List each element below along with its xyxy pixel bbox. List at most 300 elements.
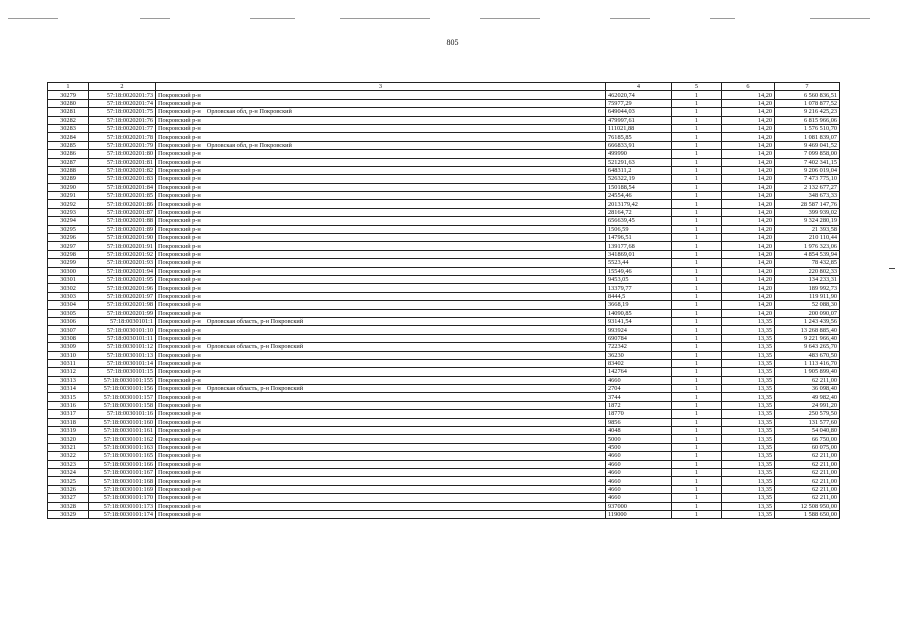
area-cell: 15549,46 bbox=[606, 267, 672, 275]
specific-value-cell: 14,20 bbox=[722, 91, 775, 99]
specific-value-cell: 13,35 bbox=[722, 510, 775, 518]
cadastral-value-cell: 6 560 836,51 bbox=[775, 91, 840, 99]
row-number-cell: 30293 bbox=[48, 208, 89, 216]
area-cell: 4660 bbox=[606, 485, 672, 493]
location-cell bbox=[156, 200, 606, 208]
district-text: Покровский р-н bbox=[158, 251, 201, 258]
specific-value-cell: 14,20 bbox=[722, 309, 775, 317]
specific-value-cell: 13,35 bbox=[722, 418, 775, 426]
location-cell bbox=[156, 267, 606, 275]
area-cell: 5523,44 bbox=[606, 259, 672, 267]
location-cell bbox=[156, 427, 606, 435]
location-cell bbox=[156, 485, 606, 493]
table-row bbox=[48, 477, 840, 485]
specific-value-cell: 14,20 bbox=[722, 242, 775, 250]
district-text: Покровский р-н bbox=[158, 158, 201, 166]
specific-value-cell: 14,20 bbox=[722, 150, 775, 158]
area-cell: 2013179,42 bbox=[606, 200, 672, 208]
specific-value-cell: 14,20 bbox=[722, 200, 775, 208]
specific-value-cell: 14,20 bbox=[722, 259, 775, 267]
cadastral-value-cell: 1 905 899,40 bbox=[775, 368, 840, 376]
location-cell bbox=[156, 376, 606, 384]
page-number: 805 bbox=[446, 38, 459, 47]
specific-value-cell: 13,35 bbox=[722, 460, 775, 468]
location-cell bbox=[156, 309, 606, 317]
table-row bbox=[48, 385, 840, 393]
specific-value-cell: 13,35 bbox=[722, 410, 775, 418]
district-text: Покровский р-н bbox=[158, 209, 201, 217]
location-cell bbox=[156, 443, 606, 451]
row-number-cell: 30314 bbox=[48, 385, 89, 393]
specific-value-cell: 13,35 bbox=[722, 343, 775, 351]
location-cell bbox=[156, 91, 606, 99]
cadastral-number-cell: 57:18:0020201:90 bbox=[89, 234, 156, 242]
count-cell: 1 bbox=[672, 133, 722, 141]
area-cell: 499990 bbox=[606, 150, 672, 158]
scan-artifact-line bbox=[250, 18, 295, 19]
count-cell: 1 bbox=[672, 250, 722, 258]
table-row bbox=[48, 234, 840, 242]
district-text: Покровский р-н bbox=[158, 502, 201, 510]
cadastral-number-cell: 57:18:0020201:79 bbox=[89, 141, 156, 149]
count-cell: 1 bbox=[672, 99, 722, 107]
count-cell: 1 bbox=[672, 208, 722, 216]
row-number-cell: 30300 bbox=[48, 267, 89, 275]
location-cell bbox=[156, 259, 606, 267]
area-cell: 4660 bbox=[606, 452, 672, 460]
location-cell bbox=[156, 317, 606, 325]
count-cell: 1 bbox=[672, 91, 722, 99]
cadastral-value-cell: 9 206 019,04 bbox=[775, 166, 840, 174]
area-cell: 521291,63 bbox=[606, 158, 672, 166]
cadastral-number-cell: 57:18:0030101:14 bbox=[89, 359, 156, 367]
cadastral-value-cell: 1 576 510,70 bbox=[775, 124, 840, 132]
cadastral-number-cell: 57:18:0030101:173 bbox=[89, 502, 156, 510]
cadastral-number-cell: 57:18:0020201:73 bbox=[89, 91, 156, 99]
district-text: Покровский р-н bbox=[158, 351, 201, 359]
count-cell: 1 bbox=[672, 477, 722, 485]
location-cell bbox=[156, 418, 606, 426]
district-text: Покровский р-н bbox=[158, 234, 201, 242]
cadastral-number-cell: 57:18:0030101:15 bbox=[89, 368, 156, 376]
cadastral-number-cell: 57:18:0020201:87 bbox=[89, 208, 156, 216]
area-cell: 24554,46 bbox=[606, 192, 672, 200]
count-cell: 1 bbox=[672, 460, 722, 468]
cadastral-number-cell: 57:18:0030101:11 bbox=[89, 334, 156, 342]
count-cell: 1 bbox=[672, 485, 722, 493]
cadastral-number-cell: 57:18:0020201:75 bbox=[89, 108, 156, 116]
row-number-cell: 30306 bbox=[48, 317, 89, 325]
cadastral-number-cell: 57:18:0020201:93 bbox=[89, 259, 156, 267]
cadastral-value-cell: 220 802,33 bbox=[775, 267, 840, 275]
district-text: Покровский р-н bbox=[158, 334, 201, 342]
table-row bbox=[48, 485, 840, 493]
area-cell: 4660 bbox=[606, 494, 672, 502]
row-number-cell: 30316 bbox=[48, 401, 89, 409]
row-number-cell: 30299 bbox=[48, 259, 89, 267]
scan-artifact-line bbox=[8, 18, 58, 19]
district-text: Покровский р-н bbox=[158, 267, 201, 275]
table-row bbox=[48, 116, 840, 124]
district-text: Покровский р-н bbox=[158, 427, 201, 435]
area-cell: 1506,59 bbox=[606, 225, 672, 233]
area-cell: 139177,68 bbox=[606, 242, 672, 250]
cadastral-value-cell: 52 088,30 bbox=[775, 301, 840, 309]
cadastral-value-cell: 66 750,00 bbox=[775, 435, 840, 443]
scan-artifact-line bbox=[710, 18, 735, 19]
cadastral-value-cell: 28 587 147,76 bbox=[775, 200, 840, 208]
row-number-cell: 30287 bbox=[48, 158, 89, 166]
specific-value-cell: 13,35 bbox=[722, 401, 775, 409]
row-number-cell: 30309 bbox=[48, 343, 89, 351]
cadastral-number-cell: 57:18:0020201:88 bbox=[89, 217, 156, 225]
district-text: Покровский р-н bbox=[158, 217, 201, 225]
location-cell bbox=[156, 326, 606, 334]
address-text: Орловская область, р-н Покровский bbox=[206, 385, 304, 393]
count-cell: 1 bbox=[672, 309, 722, 317]
cadastral-value-cell: 189 992,73 bbox=[775, 284, 840, 292]
count-cell: 1 bbox=[672, 192, 722, 200]
district-text: Покровский р-н bbox=[158, 385, 201, 393]
address-text: Орловская обл, р-н Покровский bbox=[206, 108, 292, 116]
cadastral-value-cell: 9 643 265,70 bbox=[775, 343, 840, 351]
specific-value-cell: 14,20 bbox=[722, 141, 775, 149]
row-number-cell: 30323 bbox=[48, 460, 89, 468]
district-text: Покровский р-н bbox=[158, 125, 201, 133]
district-text: Покровский р-н bbox=[158, 460, 201, 468]
location-cell bbox=[156, 141, 606, 149]
location-cell bbox=[156, 217, 606, 225]
specific-value-cell: 13,35 bbox=[722, 502, 775, 510]
table-row bbox=[48, 418, 840, 426]
table-row bbox=[48, 427, 840, 435]
cadastral-number-cell: 57:18:0020201:86 bbox=[89, 200, 156, 208]
row-number-cell: 30303 bbox=[48, 292, 89, 300]
row-number-cell: 30324 bbox=[48, 468, 89, 476]
specific-value-cell: 14,20 bbox=[722, 275, 775, 283]
count-cell: 1 bbox=[672, 334, 722, 342]
area-cell: 142764 bbox=[606, 368, 672, 376]
area-cell: 76185,85 bbox=[606, 133, 672, 141]
specific-value-cell: 13,35 bbox=[722, 427, 775, 435]
specific-value-cell: 13,35 bbox=[722, 435, 775, 443]
location-cell bbox=[156, 175, 606, 183]
cadastral-number-cell: 57:18:0030101:174 bbox=[89, 510, 156, 518]
cadastral-number-cell: 57:18:0020201:77 bbox=[89, 124, 156, 132]
count-cell: 1 bbox=[672, 234, 722, 242]
cadastral-number-cell: 57:18:0020201:91 bbox=[89, 242, 156, 250]
cadastral-value-cell: 200 090,07 bbox=[775, 309, 840, 317]
table-row bbox=[48, 259, 840, 267]
count-cell: 1 bbox=[672, 259, 722, 267]
area-cell: 648311,2 bbox=[606, 166, 672, 174]
location-cell bbox=[156, 410, 606, 418]
row-number-cell: 30281 bbox=[48, 108, 89, 116]
specific-value-cell: 14,20 bbox=[722, 108, 775, 116]
table-row bbox=[48, 166, 840, 174]
district-text: Покровский р-н bbox=[158, 259, 201, 267]
specific-value-cell: 13,35 bbox=[722, 368, 775, 376]
location-cell bbox=[156, 250, 606, 258]
area-cell: 4048 bbox=[606, 427, 672, 435]
scan-artifact-line bbox=[610, 18, 650, 19]
area-cell: 4660 bbox=[606, 460, 672, 468]
district-text: Покровский р-н bbox=[158, 91, 201, 99]
cadastral-value-cell: 348 673,33 bbox=[775, 192, 840, 200]
table-row bbox=[48, 250, 840, 258]
specific-value-cell: 14,20 bbox=[722, 133, 775, 141]
specific-value-cell: 13,35 bbox=[722, 334, 775, 342]
cadastral-value-cell: 1 081 839,07 bbox=[775, 133, 840, 141]
district-text: Покровский р-н bbox=[158, 343, 201, 351]
location-cell bbox=[156, 502, 606, 510]
cadastral-value-cell: 134 233,31 bbox=[775, 275, 840, 283]
area-cell: 690784 bbox=[606, 334, 672, 342]
cadastral-number-cell: 57:18:0030101:160 bbox=[89, 418, 156, 426]
district-text: Покровский р-н bbox=[158, 452, 201, 460]
cadastral-number-cell: 57:18:0020201:80 bbox=[89, 150, 156, 158]
table-row bbox=[48, 217, 840, 225]
location-cell bbox=[156, 510, 606, 518]
count-cell: 1 bbox=[672, 468, 722, 476]
table-row bbox=[48, 435, 840, 443]
location-cell bbox=[156, 284, 606, 292]
count-cell: 1 bbox=[672, 108, 722, 116]
table-row bbox=[48, 301, 840, 309]
area-cell: 649044,03 bbox=[606, 108, 672, 116]
location-cell bbox=[156, 368, 606, 376]
district-text: Покровский р-н bbox=[158, 242, 201, 250]
table-header-row bbox=[48, 83, 840, 91]
table-row bbox=[48, 242, 840, 250]
specific-value-cell: 13,35 bbox=[722, 326, 775, 334]
area-cell: 462020,74 bbox=[606, 91, 672, 99]
specific-value-cell: 14,20 bbox=[722, 208, 775, 216]
table-row bbox=[48, 158, 840, 166]
location-cell bbox=[156, 401, 606, 409]
area-cell: 119000 bbox=[606, 510, 672, 518]
cadastral-number-cell: 57:18:0030101:155 bbox=[89, 376, 156, 384]
count-cell: 1 bbox=[672, 435, 722, 443]
area-cell: 5000 bbox=[606, 435, 672, 443]
cadastral-value-cell: 2 132 677,27 bbox=[775, 183, 840, 191]
cadastral-number-cell: 57:18:0020201:96 bbox=[89, 284, 156, 292]
row-number-cell: 30301 bbox=[48, 275, 89, 283]
location-cell bbox=[156, 301, 606, 309]
district-text: Покровский р-н bbox=[158, 276, 201, 284]
cadastral-value-cell: 62 211,00 bbox=[775, 485, 840, 493]
table-row bbox=[48, 267, 840, 275]
cadastral-number-cell: 57:18:0020201:98 bbox=[89, 301, 156, 309]
location-cell bbox=[156, 225, 606, 233]
row-number-cell: 30283 bbox=[48, 124, 89, 132]
row-number-cell: 30302 bbox=[48, 284, 89, 292]
cadastral-value-cell: 62 211,00 bbox=[775, 494, 840, 502]
location-cell bbox=[156, 183, 606, 191]
column-header: 1 bbox=[48, 83, 89, 91]
row-number-cell: 30279 bbox=[48, 91, 89, 99]
table-row bbox=[48, 309, 840, 317]
district-text: Покровский р-н bbox=[158, 410, 201, 418]
cadastral-number-cell: 57:18:0030101:1 bbox=[89, 317, 156, 325]
area-cell: 4660 bbox=[606, 477, 672, 485]
row-number-cell: 30292 bbox=[48, 200, 89, 208]
area-cell: 9856 bbox=[606, 418, 672, 426]
area-cell: 2704 bbox=[606, 385, 672, 393]
row-number-cell: 30312 bbox=[48, 368, 89, 376]
row-number-cell: 30304 bbox=[48, 301, 89, 309]
district-text: Покровский р-н bbox=[158, 360, 201, 368]
district-text: Покровский р-н bbox=[158, 511, 201, 519]
row-number-cell: 30295 bbox=[48, 225, 89, 233]
table-row bbox=[48, 183, 840, 191]
count-cell: 1 bbox=[672, 427, 722, 435]
location-cell bbox=[156, 192, 606, 200]
row-number-cell: 30321 bbox=[48, 443, 89, 451]
cadastral-number-cell: 57:18:0020201:85 bbox=[89, 192, 156, 200]
column-header: 3 bbox=[156, 83, 606, 91]
specific-value-cell: 14,20 bbox=[722, 250, 775, 258]
cadastral-value-cell: 13 268 885,40 bbox=[775, 326, 840, 334]
count-cell: 1 bbox=[672, 150, 722, 158]
district-text: Покровский р-н bbox=[158, 418, 201, 426]
district-text: Покровский р-н bbox=[158, 469, 201, 477]
cadastral-value-cell: 250 579,50 bbox=[775, 410, 840, 418]
cadastral-number-cell: 57:18:0030101:161 bbox=[89, 427, 156, 435]
district-text: Покровский р-н bbox=[158, 326, 201, 334]
cadastral-value-cell: 1 243 439,56 bbox=[775, 317, 840, 325]
table-row bbox=[48, 175, 840, 183]
district-text: Покровский р-н bbox=[158, 99, 201, 107]
cadastral-number-cell: 57:18:0020201:78 bbox=[89, 133, 156, 141]
district-text: Покровский р-н bbox=[158, 402, 201, 410]
count-cell: 1 bbox=[672, 510, 722, 518]
cadastral-value-cell: 12 508 950,00 bbox=[775, 502, 840, 510]
column-header: 2 bbox=[89, 83, 156, 91]
table-row bbox=[48, 334, 840, 342]
cadastral-number-cell: 57:18:0030101:156 bbox=[89, 385, 156, 393]
table-row bbox=[48, 200, 840, 208]
cadastral-number-cell: 57:18:0030101:162 bbox=[89, 435, 156, 443]
cadastral-number-cell: 57:18:0020201:82 bbox=[89, 166, 156, 174]
count-cell: 1 bbox=[672, 443, 722, 451]
cadastral-value-cell: 1 976 323,06 bbox=[775, 242, 840, 250]
location-cell bbox=[156, 116, 606, 124]
row-number-cell: 30320 bbox=[48, 435, 89, 443]
cadastral-value-cell: 131 577,60 bbox=[775, 418, 840, 426]
cadastral-number-cell: 57:18:0030101:157 bbox=[89, 393, 156, 401]
row-number-cell: 30310 bbox=[48, 351, 89, 359]
column-header: 4 bbox=[606, 83, 672, 91]
cadastral-value-cell: 1 113 416,70 bbox=[775, 359, 840, 367]
district-text: Покровский р-н bbox=[158, 376, 201, 384]
specific-value-cell: 14,20 bbox=[722, 301, 775, 309]
district-text: Покровский р-н bbox=[158, 200, 201, 208]
specific-value-cell: 13,35 bbox=[722, 485, 775, 493]
table-row bbox=[48, 494, 840, 502]
area-cell: 13379,77 bbox=[606, 284, 672, 292]
area-cell: 526322,19 bbox=[606, 175, 672, 183]
table-row bbox=[48, 351, 840, 359]
area-cell: 75977,29 bbox=[606, 99, 672, 107]
cadastral-number-cell: 57:18:0030101:167 bbox=[89, 468, 156, 476]
location-cell bbox=[156, 242, 606, 250]
count-cell: 1 bbox=[672, 385, 722, 393]
area-cell: 341869,01 bbox=[606, 250, 672, 258]
cadastral-value-cell: 1 078 877,52 bbox=[775, 99, 840, 107]
specific-value-cell: 13,35 bbox=[722, 351, 775, 359]
location-cell bbox=[156, 150, 606, 158]
specific-value-cell: 13,35 bbox=[722, 385, 775, 393]
count-cell: 1 bbox=[672, 351, 722, 359]
count-cell: 1 bbox=[672, 452, 722, 460]
table-row bbox=[48, 410, 840, 418]
specific-value-cell: 14,20 bbox=[722, 284, 775, 292]
cadastral-number-cell: 57:18:0030101:10 bbox=[89, 326, 156, 334]
count-cell: 1 bbox=[672, 200, 722, 208]
cadastral-number-cell: 57:18:0020201:74 bbox=[89, 99, 156, 107]
count-cell: 1 bbox=[672, 166, 722, 174]
count-cell: 1 bbox=[672, 393, 722, 401]
cadastral-value-cell: 62 211,00 bbox=[775, 477, 840, 485]
district-text: Покровский р-н bbox=[158, 435, 201, 443]
cadastral-value-cell: 7 473 775,10 bbox=[775, 175, 840, 183]
cadastral-value-cell: 78 432,85 bbox=[775, 259, 840, 267]
specific-value-cell: 13,35 bbox=[722, 393, 775, 401]
table-row bbox=[48, 99, 840, 107]
count-cell: 1 bbox=[672, 359, 722, 367]
specific-value-cell: 14,20 bbox=[722, 192, 775, 200]
area-cell: 83402 bbox=[606, 359, 672, 367]
specific-value-cell: 14,20 bbox=[722, 217, 775, 225]
cadastral-number-cell: 57:18:0030101:163 bbox=[89, 443, 156, 451]
location-cell bbox=[156, 343, 606, 351]
location-cell bbox=[156, 158, 606, 166]
row-number-cell: 30290 bbox=[48, 183, 89, 191]
count-cell: 1 bbox=[672, 225, 722, 233]
area-cell: 8444,5 bbox=[606, 292, 672, 300]
area-cell: 4500 bbox=[606, 443, 672, 451]
cadastral-value-cell: 36 098,40 bbox=[775, 385, 840, 393]
cadastral-value-cell: 62 211,00 bbox=[775, 452, 840, 460]
scan-artifact-line bbox=[480, 18, 540, 19]
row-number-cell: 30298 bbox=[48, 250, 89, 258]
row-number-cell: 30322 bbox=[48, 452, 89, 460]
table-row bbox=[48, 317, 840, 325]
specific-value-cell: 14,20 bbox=[722, 234, 775, 242]
cadastral-number-cell: 57:18:0020201:99 bbox=[89, 309, 156, 317]
area-cell: 93141,54 bbox=[606, 317, 672, 325]
cadastral-value-cell: 62 211,00 bbox=[775, 460, 840, 468]
cadastral-value-cell: 9 324 280,19 bbox=[775, 217, 840, 225]
count-cell: 1 bbox=[672, 292, 722, 300]
specific-value-cell: 14,20 bbox=[722, 99, 775, 107]
area-cell: 111021,88 bbox=[606, 124, 672, 132]
area-cell: 937000 bbox=[606, 502, 672, 510]
specific-value-cell: 14,20 bbox=[722, 267, 775, 275]
cadastral-value-cell: 9 216 425,23 bbox=[775, 108, 840, 116]
count-cell: 1 bbox=[672, 284, 722, 292]
district-text: Покровский р-н bbox=[158, 494, 201, 502]
count-cell: 1 bbox=[672, 183, 722, 191]
table-row bbox=[48, 468, 840, 476]
cadastral-number-cell: 57:18:0030101:16 bbox=[89, 410, 156, 418]
count-cell: 1 bbox=[672, 502, 722, 510]
specific-value-cell: 14,20 bbox=[722, 175, 775, 183]
district-text: Покровский р-н bbox=[158, 108, 201, 116]
location-cell bbox=[156, 124, 606, 132]
specific-value-cell: 14,20 bbox=[722, 183, 775, 191]
